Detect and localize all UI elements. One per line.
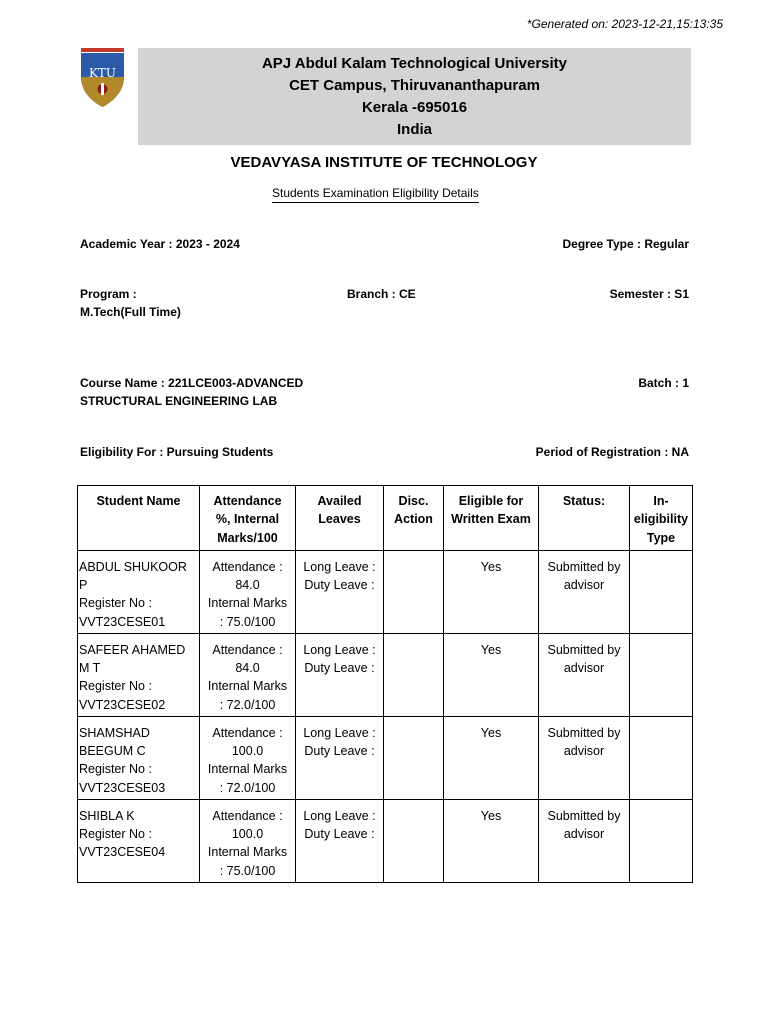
- ineligibility-cell: [630, 716, 693, 799]
- campus-name: CET Campus, Thiruvananthapuram: [289, 76, 540, 94]
- generated-timestamp: *Generated on: 2023-12-21,15:13:35: [526, 17, 723, 31]
- student-cell: [78, 799, 200, 882]
- header-ineligibility-type: In- eligibility Type: [630, 486, 693, 551]
- state-pincode: Kerala -695016: [361, 98, 468, 116]
- eligibility-table: [77, 485, 693, 883]
- program-value: M.Tech(Full Time): [80, 305, 181, 319]
- student-name-cont: P: [79, 578, 88, 593]
- student-name: ABDUL SHUKOOR: [79, 559, 187, 574]
- student-name: SHAMSHAD: [79, 725, 150, 740]
- attendance-cell: Attendance : 84.0 Internal Marks : 72.0/100: [200, 633, 296, 716]
- student-name: SAFEER AHAMED: [79, 642, 186, 657]
- leaves-cell: Long Leave : Duty Leave :: [296, 633, 384, 716]
- table-row: [78, 799, 693, 882]
- register-label: Register No :: [79, 679, 152, 694]
- disc-action-cell: [384, 633, 444, 716]
- register-label: Register No :: [79, 596, 152, 611]
- document-subtitle: Students Examination Eligibility Details: [272, 186, 479, 203]
- student-cell: [78, 716, 200, 799]
- student-cell: [78, 633, 200, 716]
- header-availed-leaves: Availed Leaves: [296, 486, 384, 551]
- course-name: [80, 374, 303, 410]
- status-cell: Submitted by advisor: [539, 550, 630, 633]
- semester: Semester : S1: [609, 287, 689, 301]
- student-name-cont: BEEGUM C: [79, 744, 146, 759]
- header-disc-action: Disc. Action: [384, 486, 444, 551]
- svg-text:KTU: KTU: [88, 66, 117, 80]
- student-cell: [78, 550, 200, 633]
- ineligibility-cell: [630, 550, 693, 633]
- header-student-name: Student Name: [78, 486, 200, 551]
- eligible-cell: Yes: [444, 550, 539, 633]
- university-logo-icon: [79, 47, 126, 109]
- table-row: [78, 633, 693, 716]
- register-number: VVT23CESE04: [79, 845, 166, 860]
- eligible-cell: Yes: [444, 716, 539, 799]
- attendance-cell: Attendance : 100.0 Internal Marks : 72.0/100: [200, 716, 296, 799]
- table-row: [78, 550, 693, 633]
- status-cell: Submitted by advisor: [539, 799, 630, 882]
- program: [80, 285, 181, 321]
- status-cell: Submitted by advisor: [539, 633, 630, 716]
- branch: Branch : CE: [347, 287, 416, 301]
- header-eligible-written-exam: Eligible for Written Exam: [444, 486, 539, 551]
- disc-action-cell: [384, 550, 444, 633]
- course-name-line2: STRUCTURAL ENGINEERING LAB: [80, 394, 278, 408]
- university-header: [138, 48, 691, 145]
- student-name: SHIBLA K: [79, 808, 135, 823]
- attendance-cell: Attendance : 84.0 Internal Marks : 75.0/100: [200, 550, 296, 633]
- degree-type: Degree Type : Regular: [562, 237, 689, 251]
- period-of-registration: Period of Registration : NA: [535, 445, 689, 459]
- institute-name: VEDAVYASA INSTITUTE OF TECHNOLOGY: [230, 154, 538, 171]
- register-number: VVT23CESE02: [79, 697, 166, 712]
- register-label: Register No :: [79, 827, 152, 842]
- disc-action-cell: [384, 716, 444, 799]
- eligible-cell: Yes: [444, 633, 539, 716]
- leaves-cell: Long Leave : Duty Leave :: [296, 799, 384, 882]
- eligibility-for: Eligibility For : Pursuing Students: [80, 445, 274, 459]
- header-attendance: Attendance %, Internal Marks/100: [200, 486, 296, 551]
- program-label: Program :: [80, 287, 137, 301]
- course-name-line1: Course Name : 221LCE003-ADVANCED: [80, 376, 304, 390]
- ineligibility-cell: [630, 799, 693, 882]
- ineligibility-cell: [630, 633, 693, 716]
- leaves-cell: Long Leave : Duty Leave :: [296, 550, 384, 633]
- attendance-cell: Attendance : 100.0 Internal Marks : 75.0/100: [200, 799, 296, 882]
- table-header-row: [78, 486, 693, 551]
- register-label: Register No :: [79, 762, 152, 777]
- register-number: VVT23CESE01: [79, 614, 166, 629]
- header-status: Status:: [539, 486, 630, 551]
- student-name-cont: M T: [79, 661, 101, 676]
- leaves-cell: Long Leave : Duty Leave :: [296, 716, 384, 799]
- batch: Batch : 1: [638, 376, 689, 390]
- register-number: VVT23CESE03: [79, 780, 166, 795]
- eligible-cell: Yes: [444, 799, 539, 882]
- status-cell: Submitted by advisor: [539, 716, 630, 799]
- country: India: [396, 120, 432, 138]
- disc-action-cell: [384, 799, 444, 882]
- academic-year: Academic Year : 2023 - 2024: [80, 237, 240, 251]
- university-name: APJ Abdul Kalam Technological University: [261, 54, 568, 72]
- table-row: [78, 716, 693, 799]
